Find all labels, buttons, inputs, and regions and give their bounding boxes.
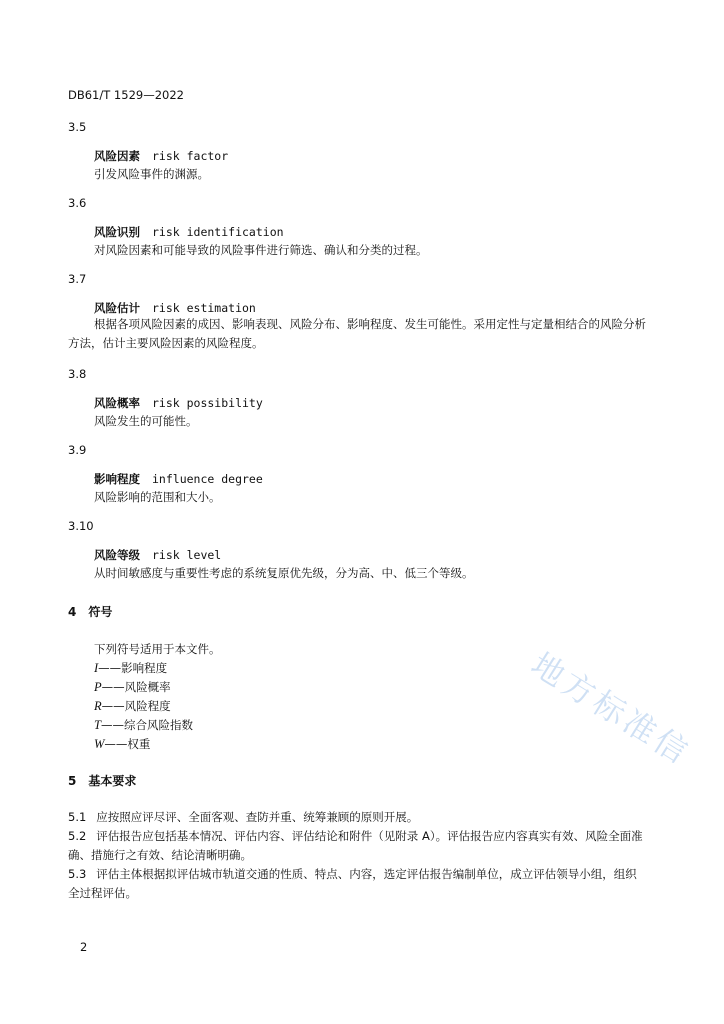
term-definition: 根据各项风险因素的成因、影响表现、风险分布、影响程度、发生可能性。采用定性与定量相结合的风险分析方法，估计主要风险因素的风险程度。: [68, 317, 646, 350]
clause-text: 评估报告应包括基本情况、评估内容、评估结论和附件（见附录 A）。评估报告应内容真实有效、风险全面准确、措施行之有效、结论清晰明确。: [68, 829, 643, 862]
document-number: DB61/T 1529—2022: [68, 88, 184, 102]
section-heading: [68, 772, 136, 789]
term-zh: 风险概率: [94, 396, 140, 410]
term-zh: 风险识别: [94, 225, 140, 239]
symbol-description: ——综合风险指数: [100, 718, 193, 732]
term-number: 3.6: [68, 196, 87, 210]
symbol: T: [94, 718, 101, 732]
term-zh: 风险等级: [94, 548, 140, 562]
clause-number: 5.2: [68, 829, 87, 843]
symbol-description: ——权重: [104, 737, 151, 751]
clause-text: 评估主体根据拟评估城市轨道交通的性质、特点、内容，选定评估报告编制单位，成立评估领导小组，组织全过程评估。: [68, 867, 637, 900]
term-title: [94, 471, 263, 487]
term-number: 3.7: [68, 272, 87, 286]
clause-paragraph: [68, 808, 648, 827]
term-en: risk level: [152, 548, 222, 562]
symbol-item: [94, 717, 193, 733]
term-en: influence degree: [152, 472, 263, 486]
term-en: risk possibility: [152, 396, 263, 410]
term-title: [94, 148, 228, 164]
clause-text: 应按照应评尽评、全面客观、查防并重、统筹兼顾的原则开展。: [96, 810, 419, 824]
symbol: W: [94, 737, 105, 751]
term-zh: 风险因素: [94, 149, 140, 163]
term-title: [94, 300, 256, 316]
section-intro: 下列符号适用于本文件。: [94, 642, 221, 656]
term-definition: 引发风险事件的渊源。: [94, 167, 209, 181]
symbol-description: ——影响程度: [98, 661, 168, 675]
term-title: [94, 224, 284, 240]
symbol-description: ——风险程度: [101, 699, 171, 713]
term-number: 3.8: [68, 367, 87, 381]
term-title: [94, 547, 221, 563]
clause-number: 5.3: [68, 867, 87, 881]
section-number: 5: [68, 774, 77, 788]
term-number: 3.9: [68, 443, 87, 457]
term-definition: 风险影响的范围和大小。: [94, 490, 221, 504]
symbol: P: [94, 680, 102, 694]
section-title: 基本要求: [88, 774, 137, 788]
symbol-item: [94, 660, 167, 676]
section-title: 符号: [88, 605, 113, 619]
term-zh: 风险估计: [94, 301, 140, 315]
term-definition: 从时间敏感度与重要性考虑的系统复原优先级，分为高、中、低三个等级。: [94, 566, 474, 580]
term-definition: 对风险因素和可能导致的风险事件进行筛选、确认和分类的过程。: [94, 243, 428, 257]
section-number: 4: [68, 605, 77, 619]
symbol-item: [94, 698, 171, 714]
symbol: R: [94, 699, 102, 713]
term-definition: 风险发生的可能性。: [94, 414, 198, 428]
symbol: I: [94, 661, 99, 675]
symbol-item: [94, 736, 150, 752]
term-number: 3.10: [68, 519, 94, 533]
term-title: [94, 395, 263, 411]
watermark: 地方标准信: [524, 645, 698, 773]
term-en: risk identification: [152, 225, 284, 239]
term-number: 3.5: [68, 120, 87, 134]
section-heading: [68, 603, 112, 620]
term-en: risk estimation: [152, 301, 256, 315]
symbol-item: [94, 679, 171, 695]
page-number: 2: [80, 940, 88, 954]
symbol-description: ——风险概率: [101, 680, 171, 694]
term-en: risk factor: [152, 149, 229, 163]
clause-paragraph: [68, 865, 648, 903]
term-zh: 影响程度: [94, 472, 140, 486]
clause-paragraph: [68, 827, 648, 865]
clause-number: 5.1: [68, 810, 87, 824]
